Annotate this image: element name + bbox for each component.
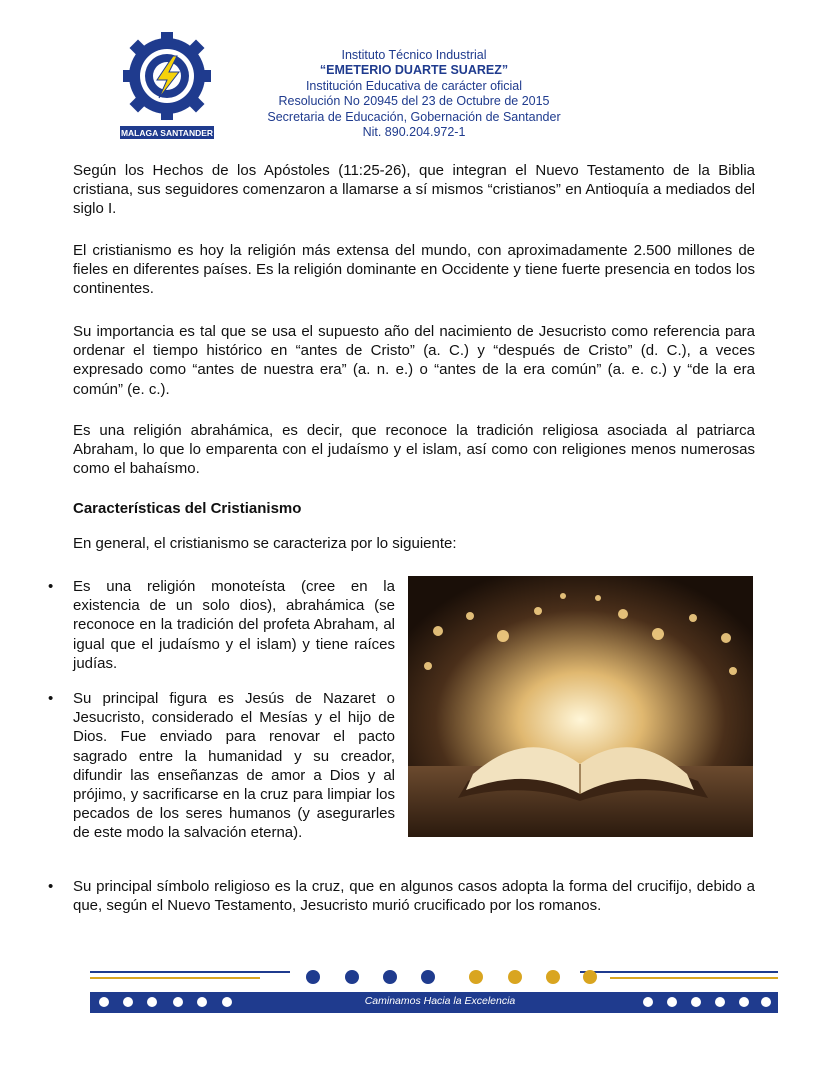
header-line-4: Resolución No 20945 del 23 de Octubre de 2015 xyxy=(278,94,550,109)
header-line-5: Secretaria de Educación, Gobernación de Santander xyxy=(267,109,561,124)
footer-motto: Caminamos Hacia la Excelencia xyxy=(364,995,516,1007)
bullet-item-1: Es una religión monoteísta (cree en la existencia de un solo dios), abrahámica (se reconoce en la tradición del profeta Abraham, al igual que el judaísmo y el islam) y tiene raíces judías. xyxy=(73,578,395,672)
school-logo xyxy=(117,30,217,142)
paragraph-1: Según los Hechos de los Apóstoles (11:25-26), que integran el Nuevo Testamento de la Biblia cristiana, sus seguidores comenzaron a llamarse a sí mismos “cristianos” en Antioquía a mediados del siglo I. xyxy=(73,162,755,218)
logo-caption: MALAGA SANTANDER xyxy=(120,128,214,138)
open-bible-image xyxy=(408,576,753,837)
section-heading: Características del Cristianismo xyxy=(73,500,302,517)
section-intro: En general, el cristianismo se caracteriza por lo siguiente: xyxy=(73,535,457,552)
bullet-item-3: Su principal símbolo religioso es la cruz, que en algunos casos adopta la forma del crucifijo, debido a que, según el Nuevo Testamento, Jesucristo murió crucificado por los romanos. xyxy=(73,878,755,915)
institution-header xyxy=(240,48,588,140)
bullet-marker: • xyxy=(48,578,54,595)
paragraph-2: El cristianismo es hoy la religión más extensa del mundo, con aproximadamente 2.500 millones de fieles en diferentes países. Es la religión dominante en Occidente y tiene fuerte presencia en todos los continentes. xyxy=(73,242,755,298)
paragraph-3: Su importancia es tal que se usa el supuesto año del nacimiento de Jesucristo como referencia para ordenar el tiempo histórico en “antes de Cristo” (a. C.) y “después de Cristo” (d. C.), a veces expresado como “antes de nuestra era” (a. n. e.) o “antes de la era común” (a. e. c.) y “de la era común” (e. c.). xyxy=(73,323,755,398)
header-line-1: Instituto Técnico Industrial xyxy=(341,48,487,62)
paragraph-4: Es una religión abrahámica, es decir, que reconoce la tradición religiosa asociada al patriarca Abraham, lo que lo emparenta con el judaísmo y el islam, así como con religiones menos numerosas como el bahaísmo. xyxy=(73,422,755,478)
header-line-6: Nit. 890.204.972-1 xyxy=(362,125,466,140)
school-name: “EMETERIO DUARTE SUAREZ” xyxy=(319,63,509,78)
header-line-3: Institución Educativa de carácter oficial xyxy=(305,78,523,93)
bullet-item-2: Su principal figura es Jesús de Nazaret o Jesucristo, considerado el Mesías y el hijo de Dios. Fue enviado para renovar el pacto sagrado entre la humanidad y su creador, difundir las enseñanzas de amor a Dios y al prójimo, y sacrificarse en la cruz para limpiar los pecados de los seres humanos (y asegurarles de este modo la salvación eterna). xyxy=(73,690,395,842)
bullet-marker: • xyxy=(48,878,54,895)
bullet-marker: • xyxy=(48,690,54,707)
